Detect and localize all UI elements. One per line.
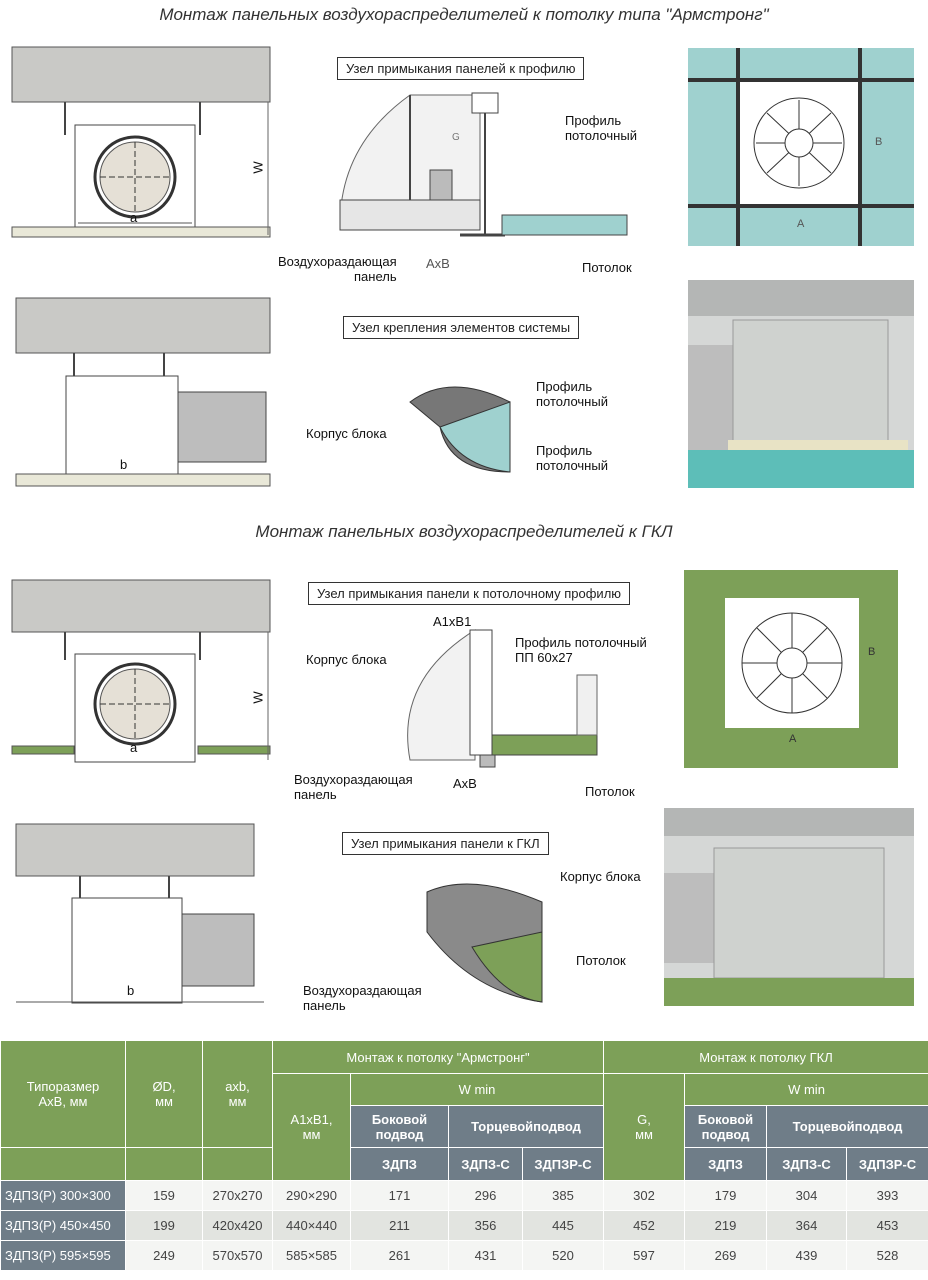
table-row — [1, 1211, 928, 1241]
d1-a-label: a — [130, 210, 138, 225]
table-cell: 302 — [604, 1181, 685, 1211]
table-cell: 269 — [685, 1241, 767, 1271]
table-cell: 171 — [351, 1181, 449, 1211]
node3-axb-label: AxB — [453, 776, 477, 791]
d2-b-label: b — [120, 457, 128, 472]
section1-title: Монтаж панельных воздухораспределителей к потолку типа "Армстронг" — [159, 5, 769, 24]
node2-body-label: Корпус блока — [306, 426, 387, 441]
table-cell: 431 — [449, 1241, 523, 1271]
table-row — [1, 1181, 928, 1211]
node3-panel-label: Воздухораздающая панель — [294, 772, 413, 802]
row-label: ЗДПЗ(Р) 450×450 — [1, 1211, 126, 1241]
node4-body-label: Корпус блока — [560, 869, 641, 884]
node2-title: Узел крепления элементов системы — [343, 316, 579, 339]
node1-title: Узел примыкания панелей к профилю — [337, 57, 584, 80]
table-cell: 440×440 — [273, 1211, 351, 1241]
th-wmin1: W min — [351, 1074, 604, 1106]
panel-a-label: A — [797, 218, 805, 230]
th-zdpc2: ЗДПЗ-С — [767, 1148, 847, 1181]
panel2-a-label: A — [789, 733, 797, 745]
th-wmin2: W min — [685, 1074, 928, 1106]
table-cell: 520 — [523, 1241, 604, 1271]
table-cell: 356 — [449, 1211, 523, 1241]
node2-profile2-label: Профиль потолочный — [536, 443, 608, 473]
d1-w-label: W — [250, 161, 266, 174]
table-cell: 453 — [847, 1211, 928, 1241]
table-cell: 270x270 — [203, 1181, 273, 1211]
table-cell: 211 — [351, 1211, 449, 1241]
th-a1b1: A1xB1, мм — [273, 1074, 351, 1181]
d3-a-label: a — [130, 740, 138, 755]
th-zdp2: ЗДПЗ — [685, 1148, 767, 1181]
table-cell: 439 — [767, 1241, 847, 1271]
node4-diagram — [412, 872, 557, 1007]
table-row — [1, 1241, 928, 1271]
th-zdprc1: ЗДПЗР-С — [523, 1148, 604, 1181]
node4-ceiling-label: Потолок — [576, 953, 626, 968]
table-cell: 199 — [126, 1211, 203, 1241]
th-zdprc2: ЗДПЗР-С — [847, 1148, 928, 1181]
th-end2: Торцевойподвод — [767, 1106, 928, 1148]
th-gkl: Монтаж к потолку ГКЛ — [604, 1041, 928, 1074]
node1-g-label: G — [452, 132, 460, 143]
table-cell: 393 — [847, 1181, 928, 1211]
table-cell: 570x570 — [203, 1241, 273, 1271]
node2-diagram — [400, 372, 530, 482]
table-cell: 249 — [126, 1241, 203, 1271]
node3-body-label: Корпус блока — [306, 652, 387, 667]
th-zdp1: ЗДПЗ — [351, 1148, 449, 1181]
armstrong-front-diagram — [10, 45, 285, 245]
table-cell: 597 — [604, 1241, 685, 1271]
armstrong-3d-view — [688, 280, 914, 488]
table-cell: 420x420 — [203, 1211, 273, 1241]
row-label: ЗДПЗ(Р) 300×300 — [1, 1181, 126, 1211]
panel-b-label: B — [875, 136, 883, 148]
table-cell: 179 — [685, 1181, 767, 1211]
table-cell: 159 — [126, 1181, 203, 1211]
table-cell: 364 — [767, 1211, 847, 1241]
th-side1: Боковой подвод — [351, 1106, 449, 1148]
section2-title: Монтаж панельных воздухораспределителей к ГКЛ — [255, 522, 673, 541]
th-side2: Боковой подвод — [685, 1106, 767, 1148]
th-zdpc1: ЗДПЗ-С — [449, 1148, 523, 1181]
d4-b-label: b — [127, 983, 135, 998]
node1-axb-label: AxB — [426, 256, 450, 271]
d3-w-label: W — [250, 691, 266, 704]
th-d: ØD, мм — [126, 1041, 203, 1148]
th-end1: Торцевойподвод — [449, 1106, 604, 1148]
node4-panel-label: Воздухораздающая панель — [303, 983, 422, 1013]
table-cell: 290×290 — [273, 1181, 351, 1211]
panel2-b-label: B — [868, 646, 876, 658]
node2-profile1-label: Профиль потолочный — [536, 379, 608, 409]
table-cell: 219 — [685, 1211, 767, 1241]
table-cell: 585×585 — [273, 1241, 351, 1271]
node3-ceiling-label: Потолок — [585, 784, 635, 799]
table-cell: 528 — [847, 1241, 928, 1271]
node1-ceiling-label: Потолок — [582, 260, 632, 275]
gkl-side-diagram — [14, 822, 274, 1012]
table-cell: 261 — [351, 1241, 449, 1271]
node3-title: Узел примыкания панели к потолочному профилю — [308, 582, 630, 605]
gkl-front-diagram — [10, 578, 285, 770]
node1-profile-label: Профиль потолочный — [565, 113, 637, 143]
th-type: Типоразмер AxB, мм — [1, 1041, 126, 1148]
armstrong-side-diagram — [14, 296, 274, 496]
th-g: G, мм — [604, 1074, 685, 1181]
table-cell: 452 — [604, 1211, 685, 1241]
row-label: ЗДПЗ(Р) 595×595 — [1, 1241, 126, 1271]
table-cell: 385 — [523, 1181, 604, 1211]
table-cell: 304 — [767, 1181, 847, 1211]
node3-a1b1-label: A1xB1 — [433, 614, 472, 629]
table-cell: 296 — [449, 1181, 523, 1211]
spec-table — [0, 1040, 928, 1271]
th-axb: axb, мм — [203, 1041, 273, 1148]
node1-panel-label: Воздухораздающая панель — [278, 254, 397, 284]
th-armstrong: Монтаж к потолку "Армстронг" — [273, 1041, 604, 1074]
node3-profile-label: Профиль потолочный ПП 60x27 — [515, 635, 647, 665]
table-cell: 445 — [523, 1211, 604, 1241]
gkl-3d-view — [664, 808, 914, 1006]
node4-title: Узел примыкания панели к ГКЛ — [342, 832, 549, 855]
